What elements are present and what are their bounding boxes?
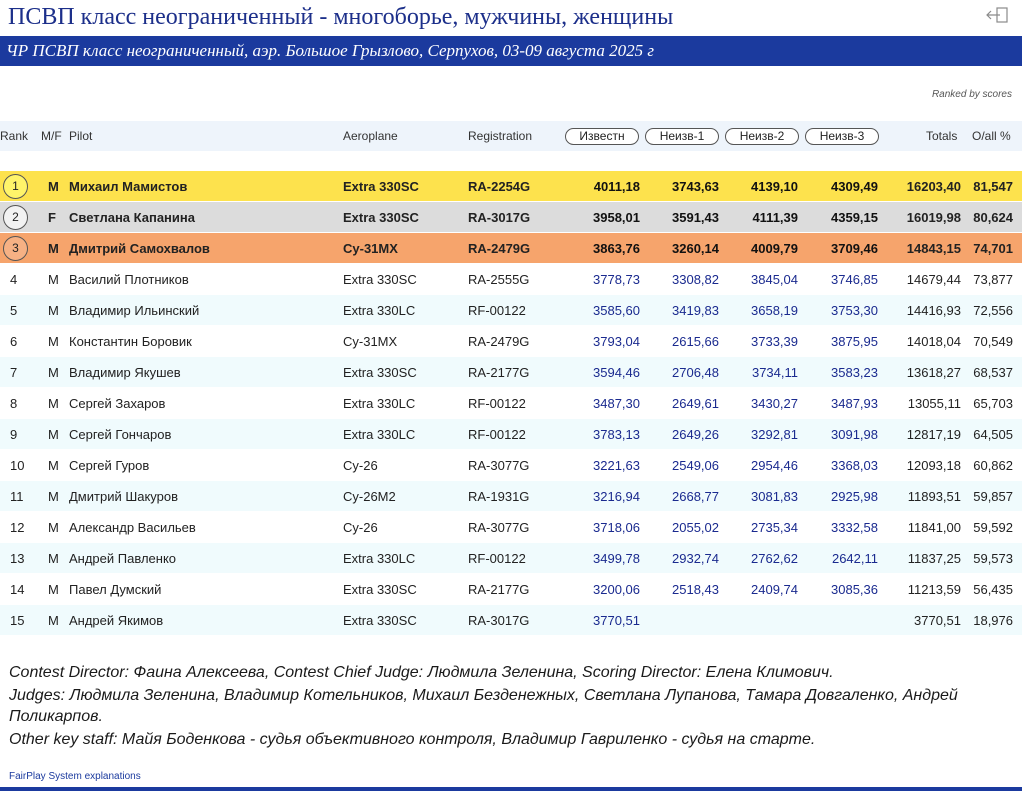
total-cell: 14018,04 [906,334,961,349]
p3-cell: 3733,39 [751,334,798,349]
p3-cell: 3845,04 [751,272,798,287]
pilot-cell: Светлана Капанина [69,210,195,225]
pct-cell: 80,624 [973,210,1013,225]
table-row [0,543,1022,574]
total-cell: 12817,19 [906,427,961,442]
rank-cell: 10 [10,458,25,473]
p1-cell: 3200,06 [593,582,640,597]
aero-cell: Су-26 [343,520,378,535]
table-row [0,388,1022,419]
rank-cell: 9 [10,427,18,442]
pct-cell: 65,703 [973,396,1013,411]
pilot-cell: Константин Боровик [69,334,192,349]
col-registration: Registration [468,129,533,143]
aero-cell: Extra 330LC [343,551,416,566]
pilot-cell: Сергей Гончаров [69,427,172,442]
aero-cell: Extra 330SC [343,613,417,628]
mf-cell: M [48,303,59,318]
p4-cell: 4359,15 [831,210,878,225]
p4-cell: 3368,03 [831,458,878,473]
p1-cell: 3594,46 [593,365,640,380]
footer-judges: Judges: Людмила Зеленина, Владимир Котельников, Михаил Безденежных, Светлана Лупанова, Тамара Довгаленко, Андрей Поликарпов. [9,686,958,725]
p3-cell: 3292,81 [751,427,798,442]
p4-cell: 3091,98 [831,427,878,442]
page-title: ПСВП класс неограниченный - многоборье, мужчины, женщины [8,4,674,30]
mf-cell: M [48,520,59,535]
p1-cell: 4011,18 [593,179,640,194]
table-row [0,264,1022,295]
bottom-bar [0,787,1022,791]
total-cell: 13618,27 [906,365,961,380]
mf-cell: M [48,365,59,380]
pilot-cell: Сергей Захаров [69,396,166,411]
p2-cell: 2615,66 [672,334,719,349]
p3-cell: 4009,79 [751,241,798,256]
col-program-4-button[interactable]: Неизв-3 [805,128,879,145]
p4-cell: 3753,30 [831,303,878,318]
p1-cell: 3585,60 [593,303,640,318]
exit-icon[interactable] [984,6,1010,24]
p3-cell: 2735,34 [751,520,798,535]
p4-cell: 3332,58 [831,520,878,535]
reg-cell: RA-3077G [468,520,530,535]
col-totals: Totals [926,129,958,143]
aero-cell: Extra 330SC [343,272,417,287]
aero-cell: Extra 330SC [343,210,419,225]
reg-cell: RA-2555G [468,272,530,287]
pct-cell: 59,857 [973,489,1013,504]
reg-cell: RA-2479G [468,241,531,256]
rank-cell: 4 [10,272,18,287]
p2-cell: 2649,61 [672,396,719,411]
event-subtitle-bar: ЧР ПСВП класс неограниченный, аэр. Большое Грызлово, Серпухов, 03-09 августа 2025 г [0,36,1022,66]
p2-cell: 2932,74 [672,551,719,566]
p4-cell: 3583,23 [831,365,878,380]
total-cell: 14679,44 [906,272,961,287]
table-row [0,512,1022,543]
pct-cell: 74,701 [973,241,1013,256]
p1-cell: 3783,13 [593,427,640,442]
p1-cell: 3216,94 [593,489,640,504]
p3-cell: 4139,10 [751,179,798,194]
reg-cell: RA-3017G [468,210,531,225]
p3-cell: 2409,74 [751,582,798,597]
results-table [0,171,1022,636]
total-cell: 11213,59 [907,582,961,597]
table-row [0,481,1022,512]
p1-cell: 3793,04 [593,334,640,349]
table-row [0,202,1022,233]
p2-cell: 3308,82 [672,272,719,287]
p2-cell: 3591,43 [672,210,719,225]
aero-cell: Extra 330LC [343,396,416,411]
mf-cell: F [48,210,56,225]
p3-cell: 3081,83 [751,489,798,504]
rank-cell: 5 [10,303,18,318]
fairplay-explanations-link[interactable]: FairPlay System explanations [9,771,141,782]
aero-cell: Extra 330LC [343,303,416,318]
reg-cell: RF-00122 [468,303,526,318]
col-pilot: Pilot [69,129,93,143]
aero-cell: Су-26 [343,458,378,473]
total-cell: 3770,51 [914,613,961,628]
mf-cell: M [48,427,59,442]
p1-cell: 3958,01 [593,210,640,225]
pct-cell: 72,556 [973,303,1013,318]
pct-cell: 56,435 [973,582,1013,597]
pilot-cell: Павел Думский [69,582,162,597]
table-row [0,605,1022,636]
mf-cell: M [48,179,59,194]
p1-cell: 3499,78 [593,551,640,566]
p2-cell: 2706,48 [672,365,719,380]
p1-cell: 3770,51 [593,613,640,628]
aero-cell: Су-31МХ [343,334,398,349]
pilot-cell: Владимир Якушев [69,365,181,380]
col-aeroplane: Aeroplane [343,129,398,143]
pilot-cell: Дмитрий Самохвалов [69,241,210,256]
table-row [0,171,1022,202]
p4-cell: 3709,46 [831,241,878,256]
rank-cell: 7 [10,365,18,380]
p1-cell: 3778,73 [593,272,640,287]
aero-cell: Extra 330SC [343,179,419,194]
mf-cell: M [48,582,59,597]
rank-cell: 3 [3,236,28,261]
rank-cell: 15 [10,613,25,628]
col-program-3-button[interactable]: Неизв-2 [725,128,799,145]
reg-cell: RA-2479G [468,334,530,349]
table-row [0,233,1022,264]
p1-cell: 3718,06 [593,520,640,535]
mf-cell: M [48,396,59,411]
aero-cell: Су-26М2 [343,489,396,504]
pct-cell: 59,573 [973,551,1013,566]
p2-cell: 3260,14 [672,241,719,256]
reg-cell: RA-2177G [468,582,530,597]
p1-cell: 3487,30 [593,396,640,411]
pct-cell: 73,877 [973,272,1013,287]
p4-cell: 3487,93 [831,396,878,411]
col-mf: M/F [41,129,62,143]
rank-cell: 8 [10,396,18,411]
p4-cell: 2925,98 [831,489,878,504]
table-row [0,295,1022,326]
pct-cell: 18,976 [973,613,1013,628]
total-cell: 11837,25 [907,551,961,566]
table-row [0,450,1022,481]
p1-cell: 3221,63 [593,458,640,473]
p4-cell: 3875,95 [831,334,878,349]
pct-cell: 64,505 [973,427,1013,442]
pct-cell: 68,537 [973,365,1013,380]
total-cell: 16019,98 [906,210,961,225]
pilot-cell: Сергей Гуров [69,458,150,473]
reg-cell: RF-00122 [468,427,526,442]
p4-cell: 3746,85 [831,272,878,287]
p4-cell: 2642,11 [831,551,878,566]
reg-cell: RA-1931G [468,489,530,504]
rank-cell: 6 [10,334,18,349]
p2-cell: 3419,83 [672,303,719,318]
p2-cell: 3743,63 [672,179,719,194]
p2-cell: 2668,77 [672,489,719,504]
p4-cell: 3085,36 [831,582,878,597]
mf-cell: M [48,458,59,473]
pilot-cell: Дмитрий Шакуров [69,489,179,504]
rank-cell: 11 [10,489,24,504]
p3-cell: 3430,27 [751,396,798,411]
mf-cell: M [48,489,59,504]
p3-cell: 2954,46 [751,458,798,473]
total-cell: 13055,11 [907,396,961,411]
rank-cell: 2 [3,205,28,230]
total-cell: 11841,00 [907,520,961,535]
pct-cell: 60,862 [973,458,1013,473]
pct-cell: 81,547 [973,179,1013,194]
pilot-cell: Андрей Якимов [69,613,164,628]
footer-staff: Other key staff: Майя Боденкова - судья объективного контроля, Владимир Гавриленко - судья на старте. [9,730,816,748]
col-rank: Rank [0,129,29,143]
mf-cell: M [48,334,59,349]
mf-cell: M [48,241,59,256]
col-overall: O/all % [972,129,1011,143]
pct-cell: 59,592 [973,520,1013,535]
pilot-cell: Владимир Ильинский [69,303,200,318]
pilot-cell: Василий Плотников [69,272,189,287]
table-row [0,419,1022,450]
ranked-note: Ranked by scores [931,89,1012,100]
col-program-2-button[interactable]: Неизв-1 [645,128,719,145]
total-cell: 11893,51 [907,489,961,504]
rank-cell: 14 [10,582,25,597]
p4-cell: 4309,49 [831,179,878,194]
reg-cell: RA-2177G [468,365,530,380]
aero-cell: Extra 330SC [343,582,417,597]
col-program-1-button[interactable]: Известн [565,128,639,145]
aero-cell: Су-31МХ [343,241,398,256]
reg-cell: RA-2254G [468,179,531,194]
rank-cell: 12 [10,520,25,535]
table-header [0,121,1022,151]
p3-cell: 3734,11 [751,365,798,380]
reg-cell: RA-3017G [468,613,530,628]
rank-cell: 13 [10,551,25,566]
aero-cell: Extra 330SC [343,365,417,380]
footer-officials [9,662,1013,751]
pct-cell: 70,549 [973,334,1013,349]
total-cell: 16203,40 [906,179,961,194]
pilot-cell: Андрей Павленко [69,551,177,566]
reg-cell: RA-3077G [468,458,530,473]
pilot-cell: Михаил Мамистов [69,179,188,194]
p3-cell: 4111,39 [752,210,798,225]
p3-cell: 3658,19 [751,303,798,318]
p2-cell: 2649,26 [672,427,719,442]
mf-cell: M [48,613,59,628]
aero-cell: Extra 330LC [343,427,416,442]
p1-cell: 3863,76 [593,241,640,256]
p3-cell: 2762,62 [751,551,798,566]
p2-cell: 2055,02 [672,520,719,535]
mf-cell: M [48,551,59,566]
mf-cell: M [48,272,59,287]
pilot-cell: Александр Васильев [69,520,196,535]
total-cell: 14416,93 [906,303,961,318]
rank-cell: 1 [3,174,28,199]
p2-cell: 2518,43 [672,582,719,597]
footer-directors: Contest Director: Фаина Алексеева, Contest Chief Judge: Людмила Зеленина, Scoring Director: Елена Климович. [9,664,834,681]
total-cell: 12093,18 [906,458,961,473]
table-row [0,326,1022,357]
total-cell: 14843,15 [906,241,961,256]
table-row [0,574,1022,605]
reg-cell: RF-00122 [468,396,526,411]
reg-cell: RF-00122 [468,551,526,566]
p2-cell: 2549,06 [672,458,719,473]
table-row [0,357,1022,388]
